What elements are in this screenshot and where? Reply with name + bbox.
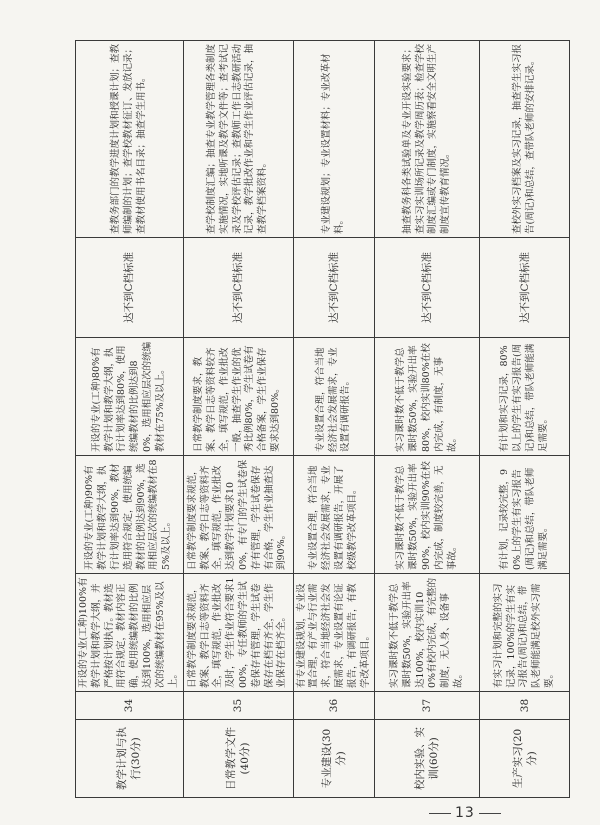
grade-b-cell: 实习课时数不低于教学总课时数50%，实验开出率90%，校内实训90%在校内完成，制度较完善，无事故。 [375,456,480,574]
category-cell: 生产实习(20分) [480,720,570,798]
table-row [375,41,480,798]
grade-d-cell: 达不到C档标准 [480,238,570,338]
grade-b-cell: 日常教学制度要求规范，教案、教学日志等资料齐全，填写规范，作业批改达到教学计划要求100%，有专门的学生试卷保存有管理，学生试卷保存有合格，学生作业抽查达到90%。 [183,456,293,574]
method-cell: 查学校制度汇编；抽查专业教学管理各类制度实施情况，实地听课及教学文件等；查考试记录及学校评估记录；查教师工作日志教研活动记录，教学批改作业和学生作业评估记录，抽查教学档案资料。 [183,41,293,238]
grade-d-cell: 达不到C档标准 [375,238,480,338]
method-cell: 查教务部门的教学进度计划和授课计划；查教师编制的计划；查学校教材征订、发放记录；查教材使用书名目录；抽查学生用书。 [76,41,184,238]
grade-b-cell: 专业设置合理，符合当地经济社会发展需求，专业设置有调研报告，开展了校级教学改革项目。 [293,456,375,574]
grade-d-cell: 达不到C档标准 [293,238,375,338]
page-number-dash-right [479,813,501,814]
category-cell: 日常教学文件(40分) [183,720,293,798]
category-cell: 教学计划与执行(30分) [76,720,184,798]
item-number-cell: 38 [480,692,570,720]
rotated-table-container [75,41,556,798]
table-row [183,41,293,798]
grade-c-cell: 专业设置合理，符合当地经济社会发展需求，专业设置有调研报告。 [293,338,375,456]
page-number [425,805,505,821]
grade-a-cell: 有专业建设规划，专业设置合理，有产业与行业需求，符合当地经济社会发展需求，专业设置有论证报告，有调研报告，有教学改革项目。 [293,574,375,692]
evaluation-table [75,40,570,798]
page-number-dash-left [429,813,451,814]
item-number-cell: 34 [76,692,184,720]
grade-b-cell: 有计划，记录较完整，90%上的学生有实习报告(周记)和总结，带队老师满足需要。 [480,456,570,574]
page-number-text: 13 [455,805,475,821]
grade-d-cell: 达不到C档标准 [76,238,184,338]
category-cell: 专业建设(30分) [293,720,375,798]
table-row [480,41,570,798]
item-number-cell: 36 [293,692,375,720]
category-cell: 校内实验、实训(60分) [375,720,480,798]
method-cell: 查校外实习档案及实习记录，抽查学生实习报告(周记)和总结，查带队老师的安排记录。 [480,41,570,238]
grade-a-cell: 实习课时数不低于教学总课时数50%，实验开出率达100%，校内实训100%有校内完成，有完整的制度，无人身、设备事故。 [375,574,480,692]
grade-a-cell: 有实习计划和完整的实习记录，100%的学生有实习报告(周记)和总结，带队老师能满足校外实习需要。 [480,574,570,692]
grade-c-cell: 有计划和实习记录，80%以上的学生有实习报告(周记)和总结，带队老师能满足需要。 [480,338,570,456]
table-row [76,41,184,798]
item-number-cell: 37 [375,692,480,720]
grade-c-cell: 实习课时数不低于教学总课时数50%，实验开出率80%，校内实训80%在校内完成，有制度，无事故。 [375,338,480,456]
item-number-cell: 35 [183,692,293,720]
grade-d-cell: 达不到C档标准 [183,238,293,338]
grade-c-cell: 日常教学制度要求，教案、教学日志等资料较齐全，填写规范，作业批改一般，抽查学生作业的优秀比例80%，学生试卷有合格备案，学生作业保存要求达到80%。 [183,338,293,456]
grade-b-cell: 开设的专业(工种)90%有教学计划和教学大纲，执行计划率达到90%，教材选用符合规定，使用统编教材的比例达到90%，选用相应层次的统编教材在85%及以上。 [76,456,184,574]
table-row [293,41,375,798]
grade-c-cell: 开设的专业(工种)80%有教学计划和教学大纲，执行计划率达到80%，使用统编教材的比例达到80%，选用相应层次的统编教材在75%及以上。 [76,338,184,456]
grade-a-cell: 日常教学制度要求规范，教案、教学日志等资料齐全，填写规范，作业批改及时，学生作业符合要求100%，专任教师的学生试卷保存有管理，学生试卷保存在档有齐全，学生作业保存在档齐全。 [183,574,293,692]
method-cell: 抽查教务科各类试验单及专业开设实验要求；查实习实训场所记录及教学周历表；检查学校制度汇编或专门制度，实施察看安全文明生产制度宣传教育情况。 [375,41,480,238]
method-cell: 专业建设规划；专业设置材料；专业改革材料。 [293,41,375,238]
grade-a-cell: 开设的专业(工种)100%有教学计划和教学大纲，并严格按计划执行。教材选用符合规定，教材内容正确，使用统编教材的比例达到100%，选用相应层次的统编教材在95%及以上。 [76,574,184,692]
